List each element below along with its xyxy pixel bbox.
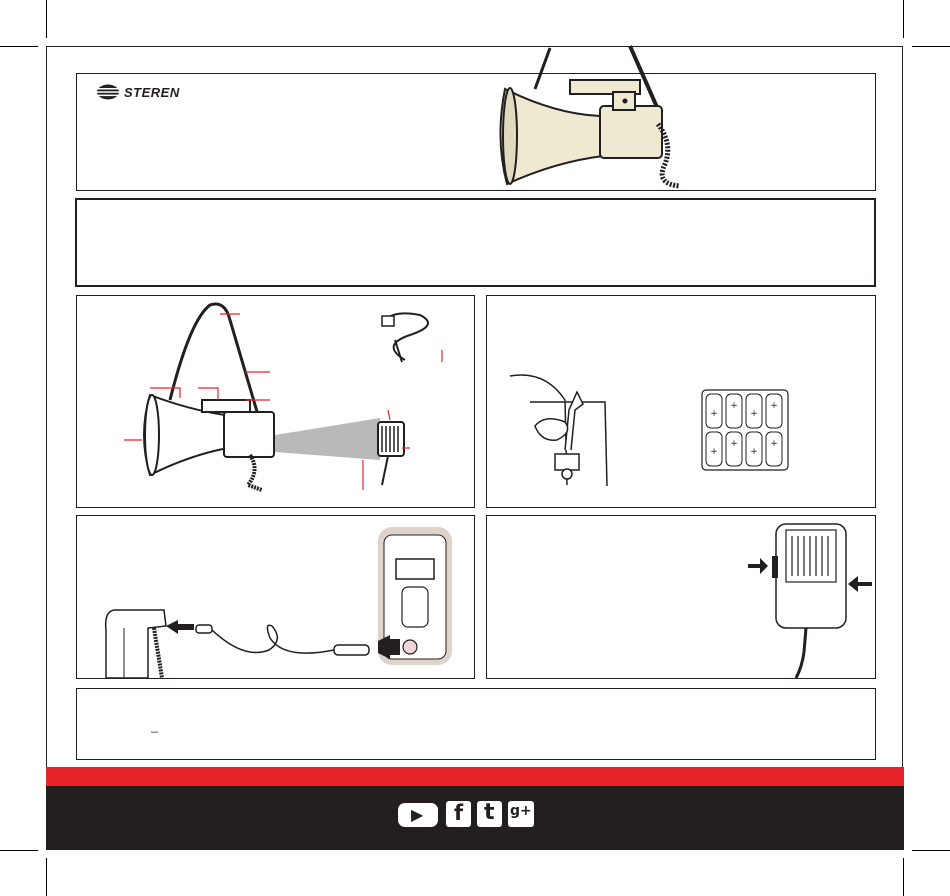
crop-mark (903, 858, 904, 896)
svg-text:+: + (710, 409, 718, 419)
car-dashboard-illustration (378, 527, 452, 665)
crop-mark (0, 850, 38, 851)
google-plus-icon[interactable]: g+ (508, 801, 534, 827)
svg-text:+: + (730, 401, 738, 411)
svg-text:+: + (730, 439, 738, 449)
facebook-icon[interactable]: f (446, 801, 471, 827)
battery-door-illustration (505, 370, 630, 488)
car-cable-illustration (104, 590, 374, 678)
spec-mark: _ (151, 719, 158, 733)
crop-mark (46, 0, 47, 38)
crop-mark (912, 850, 950, 851)
svg-text:+: + (750, 447, 758, 457)
crop-mark (903, 0, 904, 38)
svg-text:+: + (770, 439, 778, 449)
svg-text:+: + (750, 409, 758, 419)
svg-text:+: + (770, 401, 778, 411)
megaphone-hero-image (495, 44, 715, 192)
specs-box (76, 688, 876, 760)
battery-holder-illustration (700, 388, 790, 473)
footer-accent-bar (46, 767, 904, 786)
footer-bar (46, 786, 904, 850)
steren-logo-icon (96, 84, 124, 100)
youtube-icon[interactable]: ▶ (398, 803, 438, 827)
twitter-icon[interactable]: t (477, 801, 502, 827)
crop-mark (0, 46, 38, 47)
crop-mark (46, 858, 47, 896)
microphone-illustration (748, 522, 874, 679)
brand-name: STEREN (124, 85, 180, 100)
megaphone-parts-diagram (120, 300, 470, 500)
header-box (76, 73, 876, 191)
warning-box (75, 198, 876, 287)
svg-text:+: + (710, 447, 718, 457)
crop-mark (912, 46, 950, 47)
